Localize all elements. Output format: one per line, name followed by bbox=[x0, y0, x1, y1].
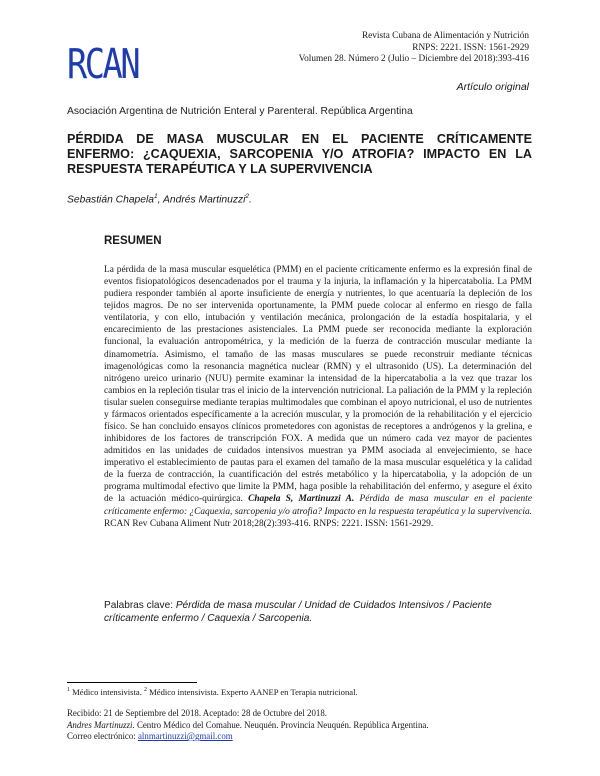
footnote-divider bbox=[67, 682, 197, 683]
article-metadata bbox=[67, 708, 537, 743]
footnote-mark: 2 bbox=[144, 687, 147, 693]
article-type: Artículo original bbox=[456, 81, 529, 93]
citation-title: Pérdida de masa muscular en el paciente críticamente enfermo: ¿Caquexia, sarcopenia y/o atrofia? Impacto en la respuesta terapéutica y la supervivencia. bbox=[104, 494, 533, 517]
email-link[interactable]: alnmartinuzzi@gmail.com bbox=[137, 731, 233, 741]
journal-logo: RCAN bbox=[67, 40, 139, 88]
journal-volume: Volumen 28. Número 2 (Julio – Diciembre del 2018):393-416 bbox=[298, 54, 529, 64]
journal-name: Revista Cubana de Alimentación y Nutrición bbox=[361, 31, 529, 41]
footnote-text: Médico intensivista. bbox=[70, 686, 144, 697]
footnotes bbox=[67, 685, 537, 697]
journal-ids: RNPS: 2221. ISSN: 1561-2929 bbox=[412, 42, 529, 53]
abstract-heading: RESUMEN bbox=[104, 235, 162, 247]
keywords-list: Pérdida de masa muscular / Unidad de Cuidados Intensivos / Paciente críticamente enfermo / Caquexia / Sarcopenia. bbox=[104, 600, 492, 624]
paper-title: PÉRDIDA DE MASA MUSCULAR EN EL PACIENTE CRÍTICAMENTE ENFERMO: ¿CAQUEXIA, SARCOPENIA Y/O ATROFIA? IMPACTO EN LA RESPUESTA TERAPÉUTICA Y LA SUPERVIVENCIA bbox=[67, 132, 532, 176]
citation-authors: Chapela S, Martinuzzi A. bbox=[248, 494, 355, 505]
author-list-end: . bbox=[249, 194, 252, 206]
correspondence-email-line bbox=[67, 731, 537, 743]
correspondence-address bbox=[67, 720, 537, 732]
abstract-body: La pérdida de la masa muscular esquelética (PMM) en el paciente críticamente enfermo es la expresión final de eventos fisiopatológicos desencadenados por el trauma y la injuria, la inflamación y la hipercatabolia. La PMM pudiera responder también al aporte insuficiente de energía y nutrientes, lo que acentuaría la depleción de los tejidos magros. De no ser intervenida oportunamente, la PMM puede colocar al enfermo en riesgo de falla ventilatoria, y con ello, intubación y ventilación mecánica, prolongación de la estadía hospitalaria, y el encarecimiento de las prestaciones asistenciales. La PMM puede ser reconocida mediante la exploración funcional, la evaluación antropométrica, y la medición de la fuerza de contracción muscular mediante la dinamometría. Asimismo, el tamaño de las masas musculares se puede reconstruir mediante técnicas imagenológicas como la resonancia magnética nuclear (RMN) y el ultrasonido (US). La determinación del nitrógeno ureico urinario (NUU) permite examinar la intensidad de la hipercatabolia a la vez que trazar los cambios en la repleción tisular tras el inicio de la intervención nutricional. La paliación de la PMM y la repleción tisular suelen conseguirse mediante terapias multimodales que combinan el apoyo nutricional, el uso de nutrientes y fármacos orientados específicamente a la acreción muscular, y la promoción de la rehabilitación y el ejercicio físico. Se han concluido ensayos clínicos prometedores con agonistas de receptores a andrógenos y la grelina, e inhibidores de los factores de transcripción FOX. A medida que un número cada vez mayor de pacientes admitidos en las unidades de cuidados intensivos muestran ya PMM asociada al envejecimiento, se hace imperativo el establecimiento de pautas para el examen del tamaño de la masa muscular esquelética y la calidad de la fuerza de contracción, la cuantificación del estrés metabólico y la hipercatabolia, y la adopción de un programa multimodal efectivo que limite la PMM, haga posible la rehabilitación del enfermo, y asegure el éxito de la actuación médico-quirúrgica. bbox=[104, 265, 532, 505]
author-list bbox=[67, 193, 252, 205]
footnote-mark: 1 bbox=[67, 687, 70, 693]
keywords-label: Palabras clave: bbox=[104, 600, 174, 611]
citation-reference: RCAN Rev Cubana Aliment Nutr 2018;28(2):393-416. RNPS: 2221. ISSN: 1561-2929. bbox=[104, 518, 434, 529]
correspondence-institution: . Centro Médico del Comahue. Neuquén. Provincia Neuquén. República Argentina. bbox=[132, 719, 429, 730]
correspondence-name: Andres Martinuzzi bbox=[67, 719, 133, 730]
journal-header bbox=[269, 31, 529, 66]
author-affiliation-mark: 1 bbox=[154, 193, 158, 200]
author-name: Sebastián Chapela bbox=[67, 194, 155, 206]
email-label: Correo electrónico: bbox=[67, 731, 138, 741]
keywords bbox=[104, 600, 532, 625]
author-affiliation-mark: 2 bbox=[245, 193, 250, 200]
affiliation: Asociación Argentina de Nutrición Enteral y Parenteral. República Argentina bbox=[67, 106, 413, 117]
footnote-text: Médico intensivista. Experto AANEP en Terapia nutricional. bbox=[147, 686, 358, 697]
abstract-text bbox=[104, 264, 532, 530]
author-name: Andrés Martinuzzi bbox=[163, 194, 246, 206]
author-separator: , bbox=[157, 194, 163, 206]
received-accepted-dates: Recibido: 21 de Septiembre del 2018. Aceptado: 28 de Octubre del 2018. bbox=[67, 708, 328, 718]
